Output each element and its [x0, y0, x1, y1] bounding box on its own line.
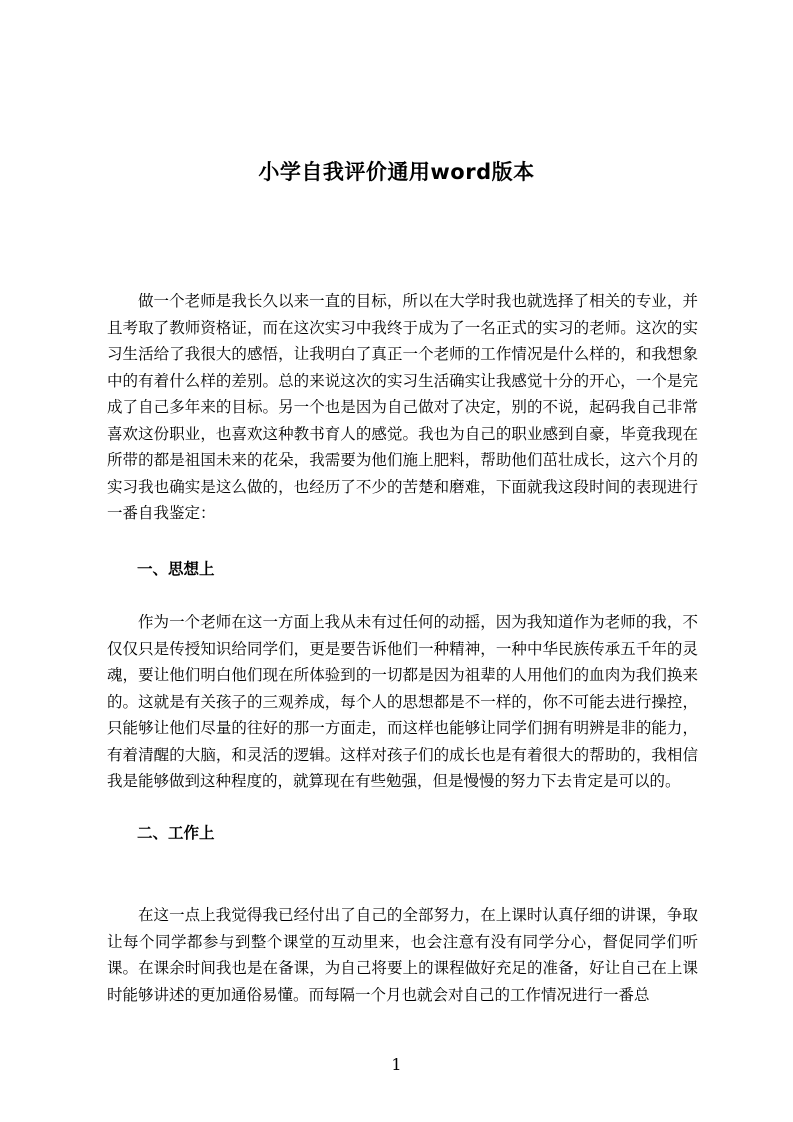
intro-paragraph: 做一个老师是我长久以来一直的目标，所以在大学时我也就选择了相关的专业，并且考取了教师资格证，而在这次实习中我终于成为了一名正式的实习的老师。这次的实习生活给了我很大的感悟，让我明白了真正一个老师的工作情况是什么样的，和我想象中的有着什么样的差别。总的来说这次的实习生活确实让我感觉十分的开心，一个是完成了自己多年来的目标。另一个也是因为自己做对了决定，别的不说，起码我自己非常喜欢这份职业，也喜欢这种教书育人的感觉。我也为自己的职业感到自豪，毕竟我现在所带的都是祖国未来的花朵，我需要为他们施上肥料，帮助他们茁壮成长，这六个月的实习我也确实是这么做的，也经历了不少的苦楚和磨难，下面就我这段时间的表现进行一番自我鉴定： — [107, 292, 698, 522]
document-title: 小学自我评价通用word版本 — [258, 160, 535, 185]
section-heading-thought: 一、思想上 — [137, 560, 215, 578]
work-paragraph: 在这一点上我觉得我已经付出了自己的全部努力，在上课时认真仔细的讲课，争取让每个同学都参与到整个课堂的互动里来，也会注意有没有同学分心，督促同学们听课。在课余时间我也是在备课，为自己将要上的课程做好充足的准备，好让自己在上课时能够讲述的更加通俗易懂。而每隔一个月也就会对自己的工作情况进行一番总 — [107, 906, 698, 1004]
page-number: 1 — [391, 1055, 402, 1074]
thought-paragraph: 作为一个老师在这一方面上我从未有过任何的动摇，因为我知道作为老师的我，不仅仅只是传授知识给同学们，更是要告诉他们一种精神，一种中华民族传承五千年的灵魂，要让他们明白他们现在所体验到的一切都是因为祖辈的人用他们的血肉为我们换来的。这就是有关孩子的三观养成，每个人的思想都是不一样的，你不可能去进行操控，只能够让他们尽量的往好的那一方面走，而这样也能够让同学们拥有明辨是非的能力，有着清醒的大脑，和灵活的逻辑。这样对孩子们的成长也是有着很大的帮助的，我相信我是能够做到这种程度的，就算现在有些勉强，但是慢慢的努力下去肯定是可以的。 — [107, 613, 698, 790]
section-heading-work: 二、工作上 — [137, 824, 215, 842]
